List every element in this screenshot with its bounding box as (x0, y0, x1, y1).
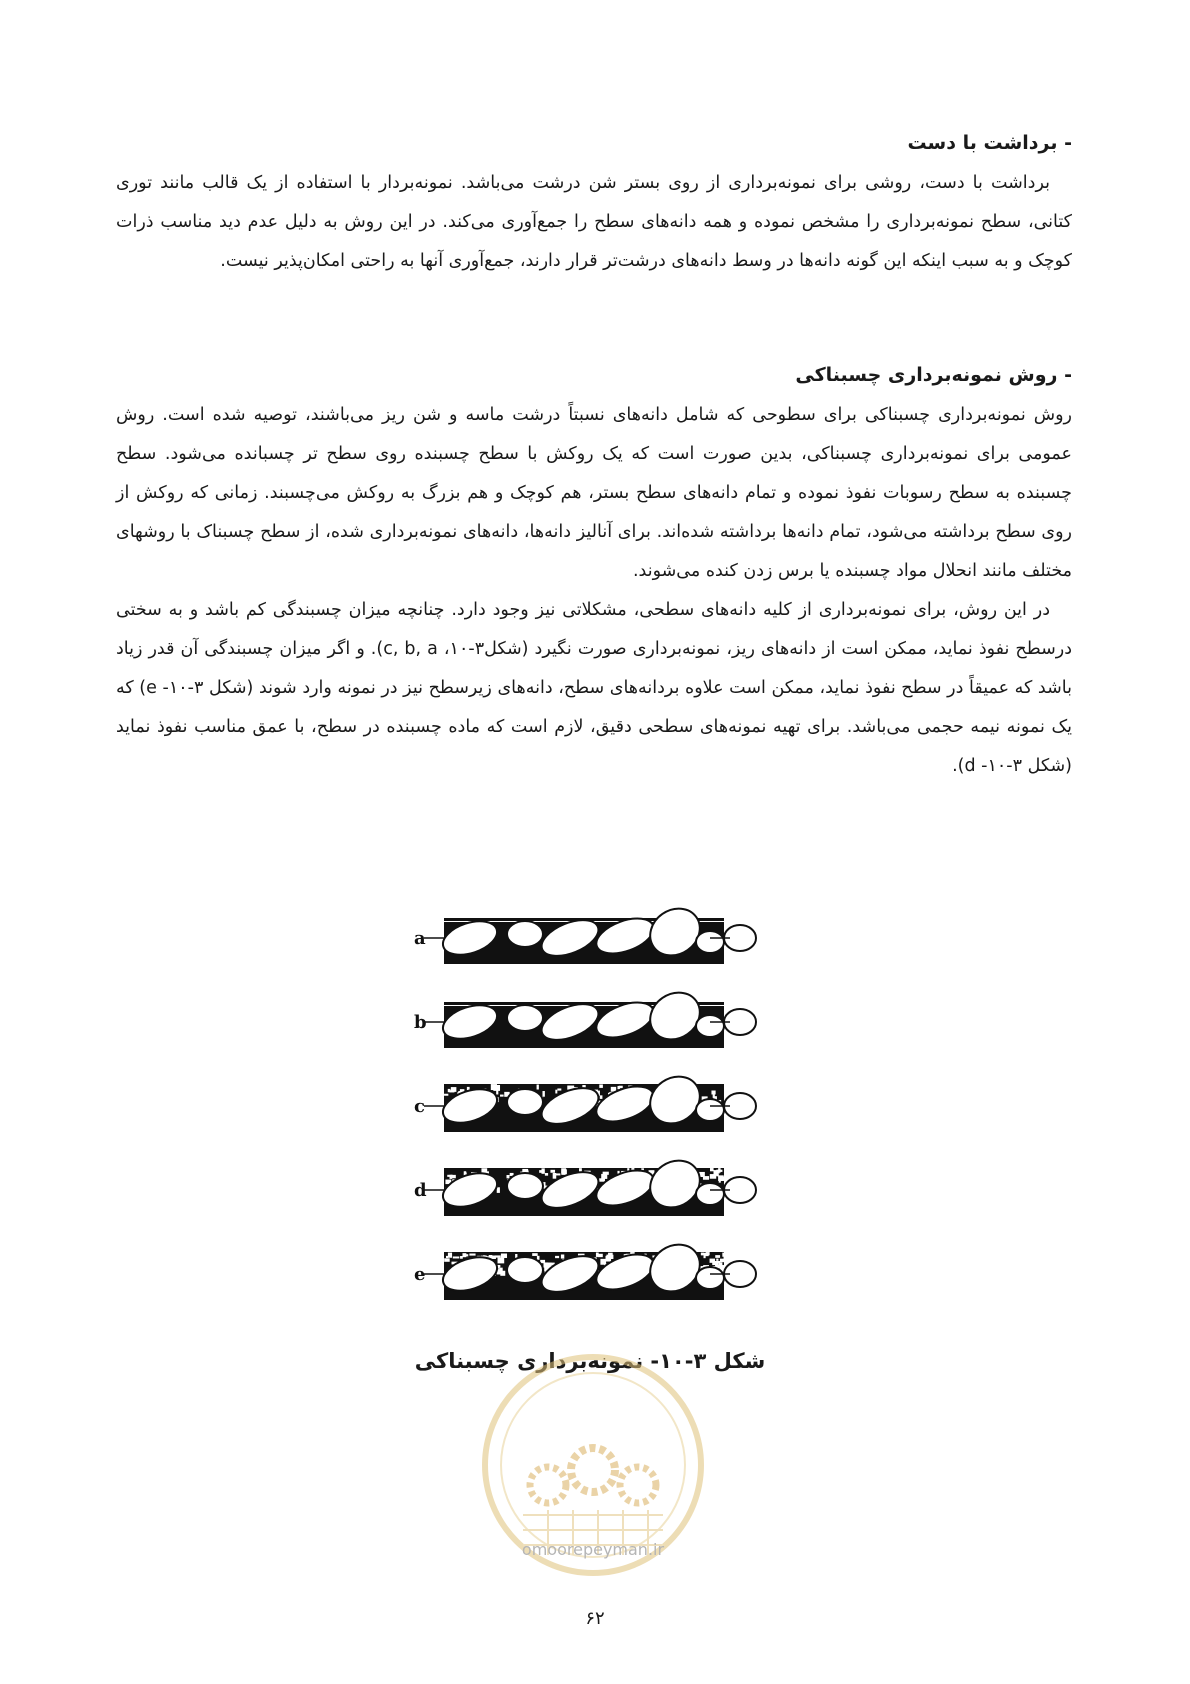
strip-a (414, 902, 756, 965)
strip-label-e: e (414, 1264, 426, 1285)
page-number: ۶۲ (585, 1608, 605, 1629)
strip-label-d: d (414, 1180, 427, 1201)
section-hand-collection (116, 128, 1072, 281)
figure-illustration (410, 902, 790, 1342)
section-paragraph: برداشت با دست، روشی برای نمونه‌برداری از روی بستر شن درشت می‌باشد. نمونه‌بردار با استفاده از یک قالب مانند توری کتانی، سطح نمونه‌برداری را مشخص نموده و همه دانه‌های سطح را جمع‌آوری می‌کند. در این روش به دلیل عدم دید مناسب ذرات کوچک و به سبب اینکه این گونه دانه‌ها در وسط دانه‌های درشت‌تر قرار دارند، جمع‌آوری آنها به راحتی امکان‌پذیر نیست. (116, 173, 1072, 271)
strip-e (414, 1235, 756, 1301)
adhesive-sampling-figure (410, 902, 790, 1346)
section-heading: - روش نمونه‌برداری چسبناکی (795, 364, 1072, 386)
strip-label-b: b (414, 1012, 427, 1033)
strip-label-a: a (414, 928, 426, 949)
strip-c (414, 1067, 756, 1133)
section-paragraph: روش نمونه‌برداری چسبناکی برای سطوحی که شامل دانه‌های نسبتاً درشت ماسه و شن ریز می‌باشند، توصیه شده است. روش عمومی برای نمونه‌برداری چسبناکی، بدین صورت است که یک روکش با سطح چسبنده روی سطح تر چسبانده می‌شود. سطح چسبنده به سطح رسوبات نفوذ نموده و تمام دانه‌های سطح بستر، هم کوچک و هم بزرگ به روکش می‌چسبند. زمانی که روکش از روی سطح برداشته می‌شود، تمام دانه‌ها برداشته شده‌اند. برای آنالیز دانه‌ها، دانه‌های نمونه‌برداری شده، از سطح چسبناک با روشهای مختلف مانند انحلال مواد چسبنده یا برس زدن کنده می‌شوند. (116, 405, 1072, 581)
section-heading: - برداشت با دست (907, 132, 1072, 154)
strip-label-c: c (414, 1096, 425, 1117)
figure-caption: شکل ۳-۱۰- نمونه‌برداری چسبناکی (414, 1349, 766, 1373)
section-adhesive-sampling (116, 360, 1072, 786)
watermark-url: omoorepeyman.ir (521, 1540, 665, 1559)
strip-d (414, 1151, 756, 1217)
section-paragraph: در این روش، برای نمونه‌برداری از کلیه دانه‌های سطحی، مشکلاتی نیز وجود دارد. چنانچه میزان چسبندگی کم باشد و به سختی درسطح نفوذ نماید، ممکن است از دانه‌های ریز، نمونه‌برداری صورت نگیرد (شکل۳-۱۰، c, b, a). و اگر میزان چسبندگی آن قدر زیاد باشد که عمیقاً در سطح نفوذ نماید، ممکن است علاوه بردانه‌های سطح، دانه‌های زیرسطح نیز در نمونه وارد شوند (شکل ۳-۱۰- e) که یک نمونه نیمه حجمی می‌باشد. برای تهیه نمونه‌های سطحی دقیق، لازم است که ماده چسبنده در سطح، با عمق مناسب نفوذ نماید (شکل ۳-۱۰- d). (116, 600, 1072, 776)
strip-b (414, 983, 756, 1049)
